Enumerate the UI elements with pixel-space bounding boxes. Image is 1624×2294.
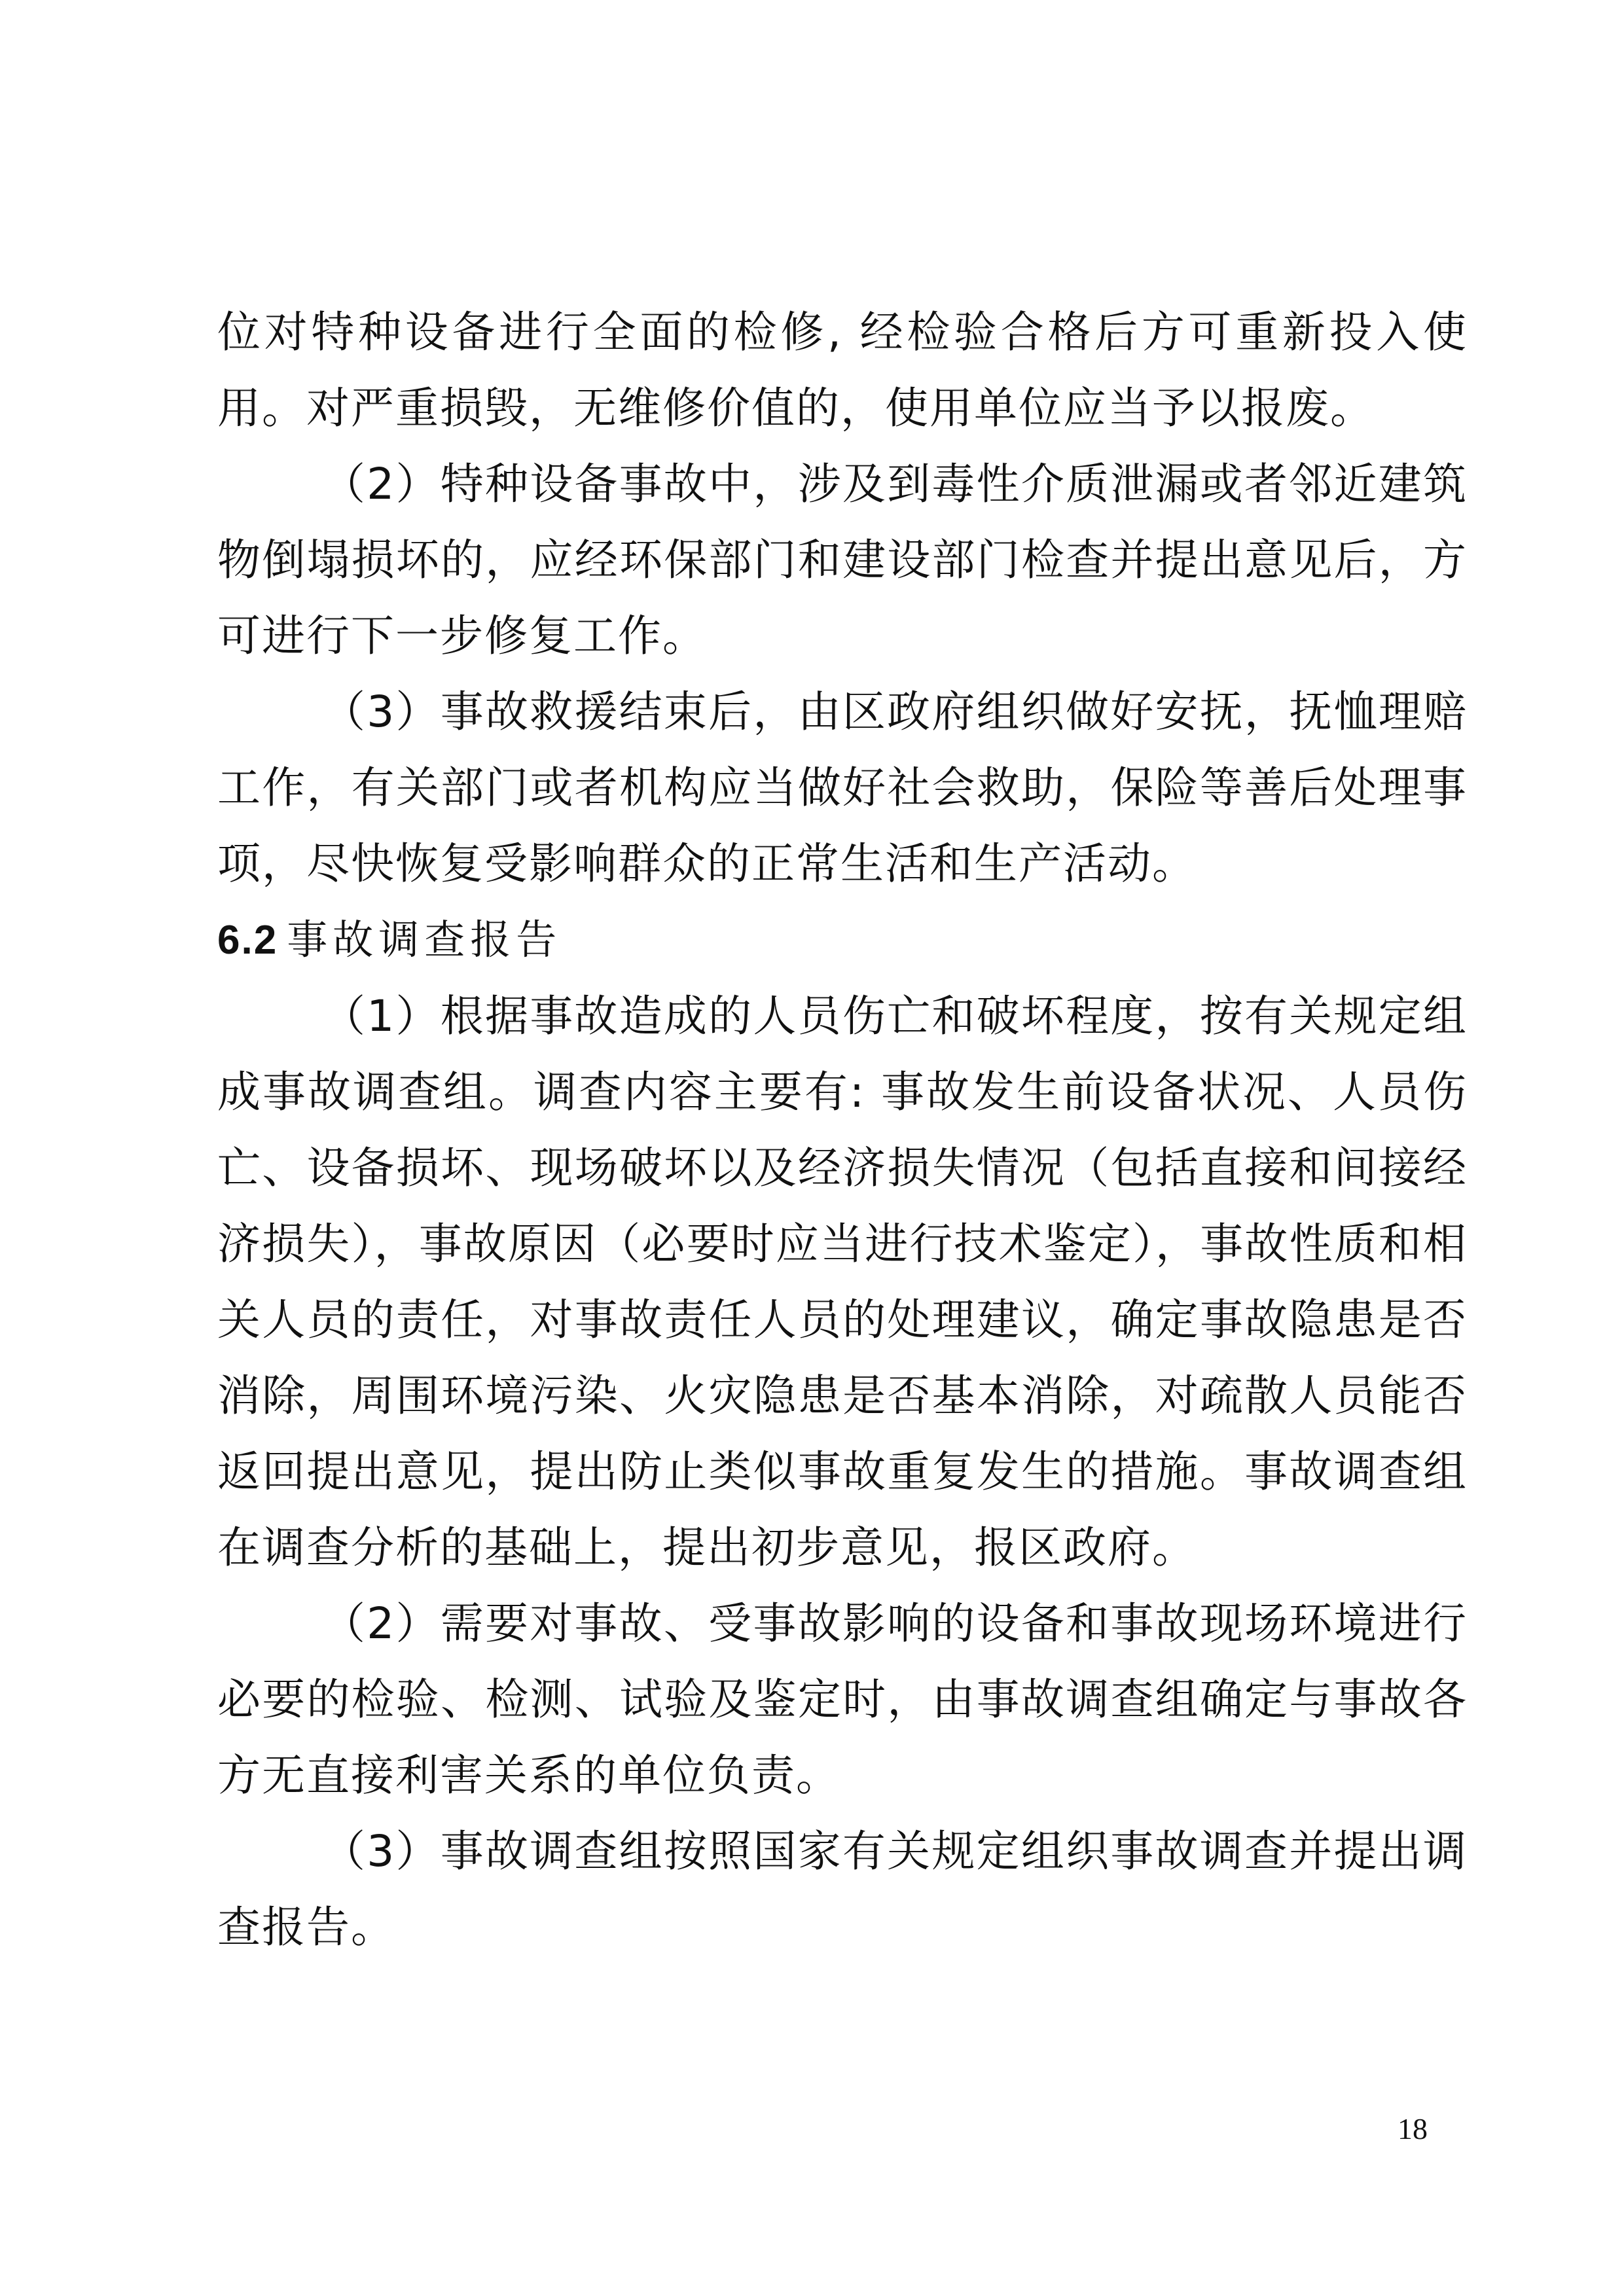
document-body <box>217 295 1468 1965</box>
paragraph-continuation: 位对特种设备进行全面的检修, 经检验合格后方可重新投入使用。对严重损毁，无维修价值的，使用单位应当予以报废。 <box>217 307 1468 433</box>
paragraph-item-3: （3）事故救援结束后，由区政府组织做好安抚，抚恤理赔工作，有关部门或者机构应当做好社会救助，保险等善后处理事项，尽快恢复受影响群众的正常生活和生产活动。 <box>217 687 1468 889</box>
paragraph-item-2: （2）特种设备事故中，涉及到毒性介质泄漏或者邻近建筑物倒塌损坏的，应经环保部门和建设部门检查并提出意见后，方可进行下一步修复工作。 <box>217 459 1468 661</box>
section-number: 6.2 <box>217 918 278 963</box>
section-title: 事故调查报告 <box>287 916 562 963</box>
paragraph-item-2: （2）需要对事故、受事故影响的设备和事故现场环境进行必要的检验、检测、试验及鉴定时，由事故调查组确定与事故各方无直接利害关系的单位负责。 <box>217 1598 1468 1801</box>
paragraph-item-1: （1）根据事故造成的人员伤亡和破坏程度，按有关规定组成事故调查组。调查内容主要有: 事故发生前设备状况、人员伤亡、设备损坏、现场破坏以及经济损失情况（包括直接和间接经济损失），事故原因（必要时应当进行技术鉴定），事故性质和相关人员的责任，对事故责任人员的处理建议，确定事故隐患是否消除，周围环境污染、火灾隐患是否基本消除，对疏散人员能否返回提出意见，提出防止类似事故重复发生的措施。事故调查组在调查分析的基础上，提出初步意见，报区政府。 <box>217 991 1468 1573</box>
page-number: 18 <box>1398 2112 1428 2145</box>
section-heading <box>217 902 1468 978</box>
paragraph-item-3: （3）事故调查组按照国家有关规定组织事故调查并提出调查报告。 <box>217 1826 1468 1952</box>
